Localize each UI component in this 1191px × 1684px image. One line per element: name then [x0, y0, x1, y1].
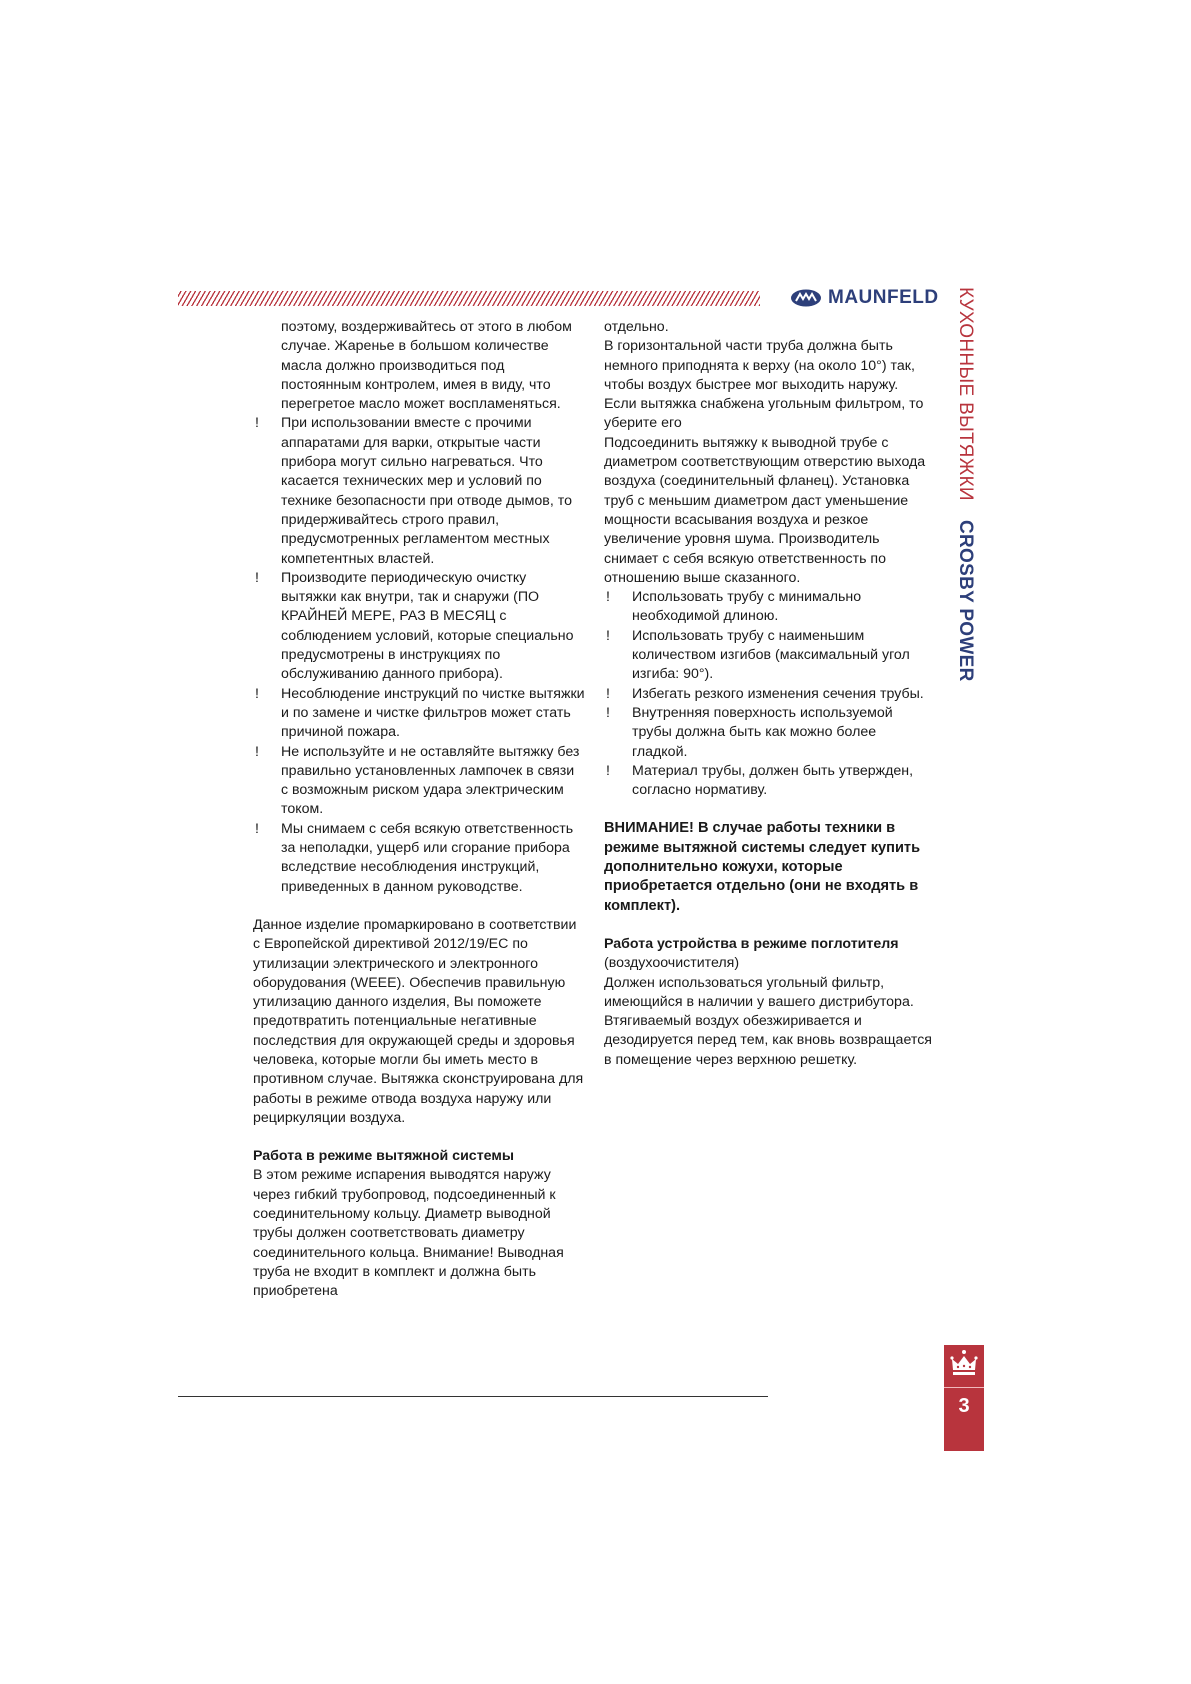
absorb-heading: Работа устройства в режиме поглотителя	[604, 935, 899, 952]
bullet: !	[606, 704, 610, 721]
warning-paragraph: ВНИМАНИЕ! В случае работы техники в режиме вытяжной системы следует купить дополнительно кожухи, которые приобретается отдельно (они не входять в комплект).	[604, 820, 921, 914]
list-item-text: При использовании вместе с прочими аппаратами для варки, открытые части прибора могут сильно нагреваться. Что касается технических мер и условий по технике безопасности при отводе дымов, то придерживайтесь строго правил, предусмотренных регламентом местных компетентных властей.	[281, 415, 572, 567]
bottom-rule	[178, 1396, 768, 1397]
bullet: !	[255, 743, 259, 760]
left-column	[253, 318, 585, 1302]
list-item-text: Использовать трубу с минимально необходимой длиною.	[632, 589, 862, 625]
list-item	[604, 704, 934, 762]
list-item	[604, 588, 934, 627]
brand-name: MAUNFELD	[828, 287, 939, 308]
list-item-text: Не используйте и не оставляйте вытяжку без правильно установленных лампочек в связи с возможным риском удара электрическим током.	[281, 743, 580, 818]
list-item	[253, 569, 585, 685]
tab-divider	[944, 1387, 984, 1388]
bullet: !	[255, 820, 259, 837]
right-column	[604, 318, 934, 1070]
list-item-text: Использовать трубу с наименьшим количеством изгибов (максимальный угол изгиба: 90°).	[632, 627, 910, 683]
exhaust-heading: Работа в режиме вытяжной системы	[253, 1148, 514, 1165]
bullet: !	[255, 569, 259, 586]
bullet: !	[606, 627, 610, 644]
list-item	[604, 685, 934, 704]
section-label: КУХОННЫЕ ВЫТЯЖКИ	[955, 287, 976, 501]
list-item-text: Избегать резкого изменения сечения трубы.	[632, 685, 924, 702]
absorb-paragraph: Должен использоваться угольный фильтр, имеющийся в наличии у вашего дистрибутора. Втягиваемый воздух обезжиривается и дезодируется перед тем, как вновь возвращается в помещение через верхнюю решетку.	[604, 974, 932, 1068]
weee-paragraph: Данное изделие промаркировано в соответствии с Европейской директивой 2012/19/ЕС по утилизации электрического и электронного оборудования (WEEE). Обеспечив правильную утилизацию данного изделия, Вы поможете предотвратить потенциальные негативные последствия для окружающей среды и здоровья человека, которые могли бы иметь место в противном случае. Вытяжка сконструирована для работы в режиме отвода воздуха наружу или рециркуляции воздуха.	[253, 916, 584, 1126]
list-item	[253, 820, 585, 897]
right-intro-2: В горизонтальной части труба должна быть немного приподнята к верху (на около 10°) так, чтобы воздух быстрее мог выходить наружу. Если вытяжка снабжена угольным фильтром, то уберите его	[604, 338, 924, 432]
absorb-heading-suffix: (воздухоочистителя)	[604, 955, 740, 972]
list-item-text: Внутренняя поверхность используемой трубы должна быть как можно более гладкой.	[632, 704, 893, 760]
brand-logo	[790, 286, 939, 310]
right-intro-1: отдельно.	[604, 319, 669, 335]
list-item	[604, 762, 934, 801]
header-hatch-bar	[178, 291, 760, 306]
list-item-text: Производите периодическую очистку вытяжки как внутри, так и снаружи (ПО КРАЙНЕЙ МЕРЕ, РАЗ В МЕСЯЦ с соблюдением условий, которые специально предусмотрены в инструкциях по обслуживанию данного прибора).	[281, 569, 574, 683]
side-title	[956, 287, 975, 682]
exhaust-paragraph: В этом режиме испарения выводятся наружу через гибкий трубопровод, подсоединенный к соединительному кольцу. Диаметр выводной трубы должен соответствовать диаметру соединительного кольца. Внимание! Выводная труба не входит в комплект и должна быть приобретена	[253, 1167, 564, 1300]
page-tab	[944, 1345, 984, 1451]
bullet: !	[606, 685, 610, 702]
list-item	[253, 685, 585, 743]
bullet: !	[255, 415, 259, 432]
list-item	[253, 743, 585, 820]
list-item-text: Мы снимаем с себя всякую ответственность за неполадки, ущерб или сгорание прибора вследствие несоблюдения инструкций, приведенных в данном руководстве.	[281, 820, 574, 895]
list-item-text: Материал трубы, должен быть утвержден, согласно нормативу.	[632, 762, 914, 799]
page-number: 3	[958, 1395, 970, 1417]
list-item	[253, 414, 585, 568]
bullet: !	[606, 589, 610, 606]
left-intro: поэтому, воздерживайтесь от этого в любом случае. Жаренье в большом количестве масла должно производиться под постоянным контролем, имея в виду, что перегретое масло может воспламеняться.	[281, 319, 572, 413]
list-item	[604, 627, 934, 685]
bullet: !	[606, 762, 610, 779]
list-item-text: Несоблюдение инструкций по чистке вытяжки и по замене и чистке фильтров может стать причиной пожара.	[281, 685, 585, 741]
product-name: CROSBY POWER	[955, 520, 976, 683]
crown-icon	[948, 1348, 980, 1380]
absorb-heading-line	[604, 935, 934, 974]
right-intro-3: Подсоединить вытяжку к выводной трубе с диаметром соответствующим отверстию выхода воздуха (соединительный фланец). Установка труб с меньшим диаметром даст уменьшение мощности всасывания воздуха и резкое увеличение уровня шума. Производитель снимает с себя всякую ответственность по отношению выше сказанного.	[604, 434, 926, 586]
bullet: !	[255, 685, 259, 702]
maunfeld-logo-icon	[790, 288, 822, 308]
